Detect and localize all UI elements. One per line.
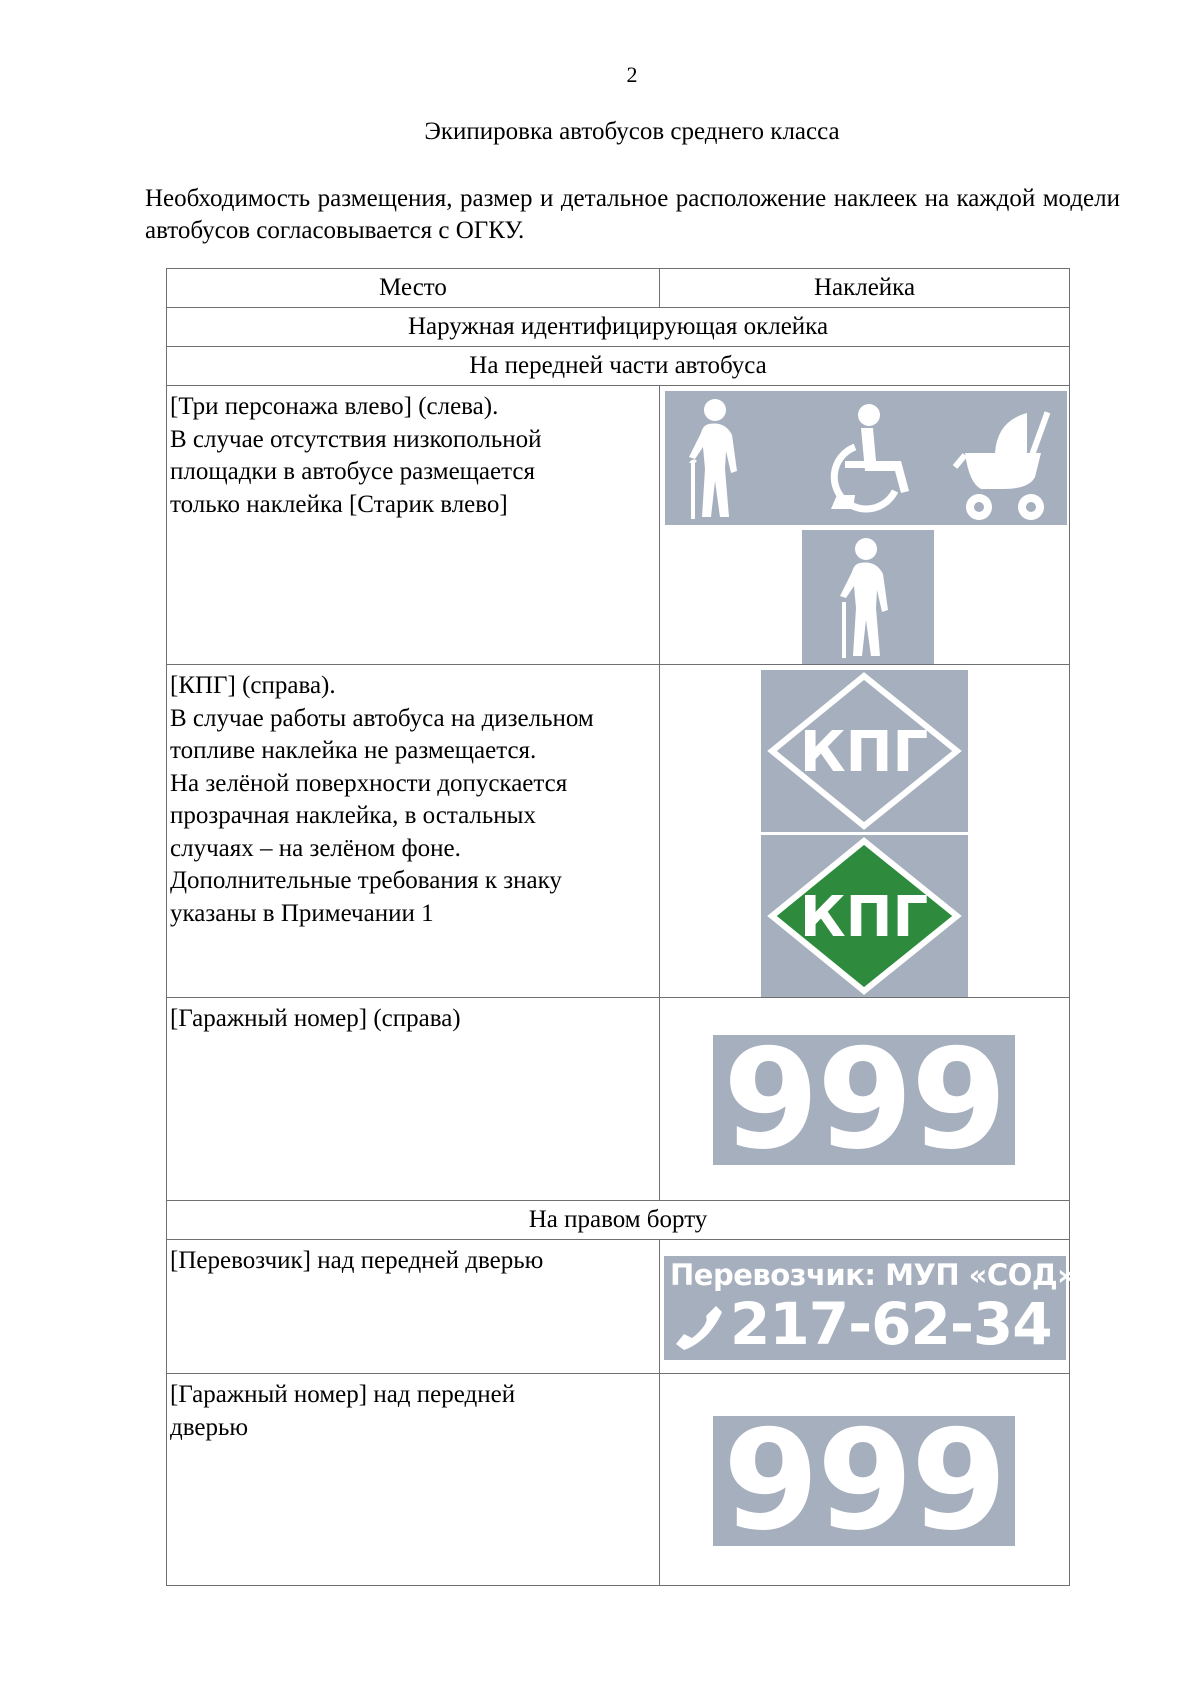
place-cell <box>167 665 660 998</box>
sticker-cell <box>660 1374 1070 1586</box>
sticker-cell <box>660 998 1070 1201</box>
old-man-sticker <box>802 530 934 664</box>
place-line: [Три персонажа влево] (слева). <box>170 393 499 420</box>
elderly-person-icon <box>840 538 888 658</box>
place-line: дверью <box>170 1413 249 1441</box>
kpg-transparent-sticker <box>761 670 968 832</box>
carrier-phone: 217-62-34 <box>730 1290 1052 1358</box>
place-line: случаях – на зелёном фоне. <box>170 834 461 862</box>
kpg-transparent-graphic <box>761 670 968 832</box>
sticker-cell <box>660 665 1070 998</box>
header-place: Место <box>167 269 660 308</box>
place-cell <box>167 998 660 1201</box>
table-header-row <box>167 269 1070 308</box>
place-line: [Перевозчик] над передней дверью <box>170 1247 544 1274</box>
three-characters-sticker <box>665 391 1067 525</box>
table-row-garage-door <box>167 1374 1070 1586</box>
place-line: только наклейка [Старик влево] <box>170 490 508 518</box>
intro-paragraph: Необходимость размещения, размер и детальное расположение наклеек на каждой модели автобусов согласовывается с ОГКУ. <box>145 185 1120 244</box>
page-title: Экипировка автобусов среднего класса <box>424 118 840 145</box>
table-row-kpg <box>167 665 1070 998</box>
section-row-right <box>167 1201 1070 1240</box>
place-line: [Гаражный номер] над передней <box>170 1381 516 1408</box>
old-man-graphic <box>802 530 934 664</box>
stickers-table <box>166 268 1076 1586</box>
phone-icon <box>672 1302 724 1352</box>
place-line: В случае отсутствия низкопольной <box>170 425 542 453</box>
carrier-name: Перевозчик: МУП «СОД» <box>670 1258 1076 1292</box>
kpg-green-sticker <box>761 835 968 997</box>
elderly-person-icon <box>689 399 737 519</box>
place-line: Дополнительные требования к знаку <box>170 867 562 894</box>
place-cell <box>167 386 660 665</box>
place-line: топливе наклейка не размещается. <box>170 737 537 764</box>
stroller-icon <box>955 411 1050 520</box>
table-row-carrier <box>167 1240 1070 1374</box>
place-line: В случае работы автобуса на дизельном <box>170 704 594 732</box>
kpg-green-graphic <box>761 835 968 997</box>
table-row-garage-front <box>167 998 1070 1201</box>
kpg-sign-text: КПГ <box>799 720 929 785</box>
group-row <box>167 308 1070 347</box>
header-sticker: Наклейка <box>660 269 1070 308</box>
sticker-cell <box>660 1240 1076 1374</box>
group-title: Наружная идентифицирующая оклейка <box>167 308 1070 347</box>
place-line: указаны в Примечании 1 <box>170 899 434 927</box>
place-line: площадки в автобусе размещается <box>170 458 535 485</box>
section-right-side: На правом борту <box>167 1201 1070 1240</box>
place-line: [Гаражный номер] (справа) <box>170 1005 461 1032</box>
place-line: [КПГ] (справа). <box>170 672 336 699</box>
place-cell <box>167 1240 660 1374</box>
page-number: 2 <box>626 62 638 87</box>
kpg-sign-text: КПГ <box>799 885 929 950</box>
wheelchair-user-icon <box>831 404 909 509</box>
garage-number-sticker <box>713 1019 1015 1180</box>
three-characters-graphic <box>665 391 1067 525</box>
place-line: На зелёной поверхности допускается <box>170 769 568 797</box>
sticker-cell <box>660 386 1070 665</box>
garage-number: 999 <box>722 1400 1006 1561</box>
place-line: прозрачная наклейка, в остальных <box>170 802 536 829</box>
place-cell <box>167 1374 660 1586</box>
section-front: На передней части автобуса <box>167 347 1070 386</box>
carrier-sticker <box>664 1256 1076 1360</box>
section-row-front <box>167 347 1070 386</box>
garage-number-sticker <box>713 1400 1015 1561</box>
garage-number: 999 <box>722 1019 1006 1180</box>
table-row-three-characters <box>167 386 1070 665</box>
